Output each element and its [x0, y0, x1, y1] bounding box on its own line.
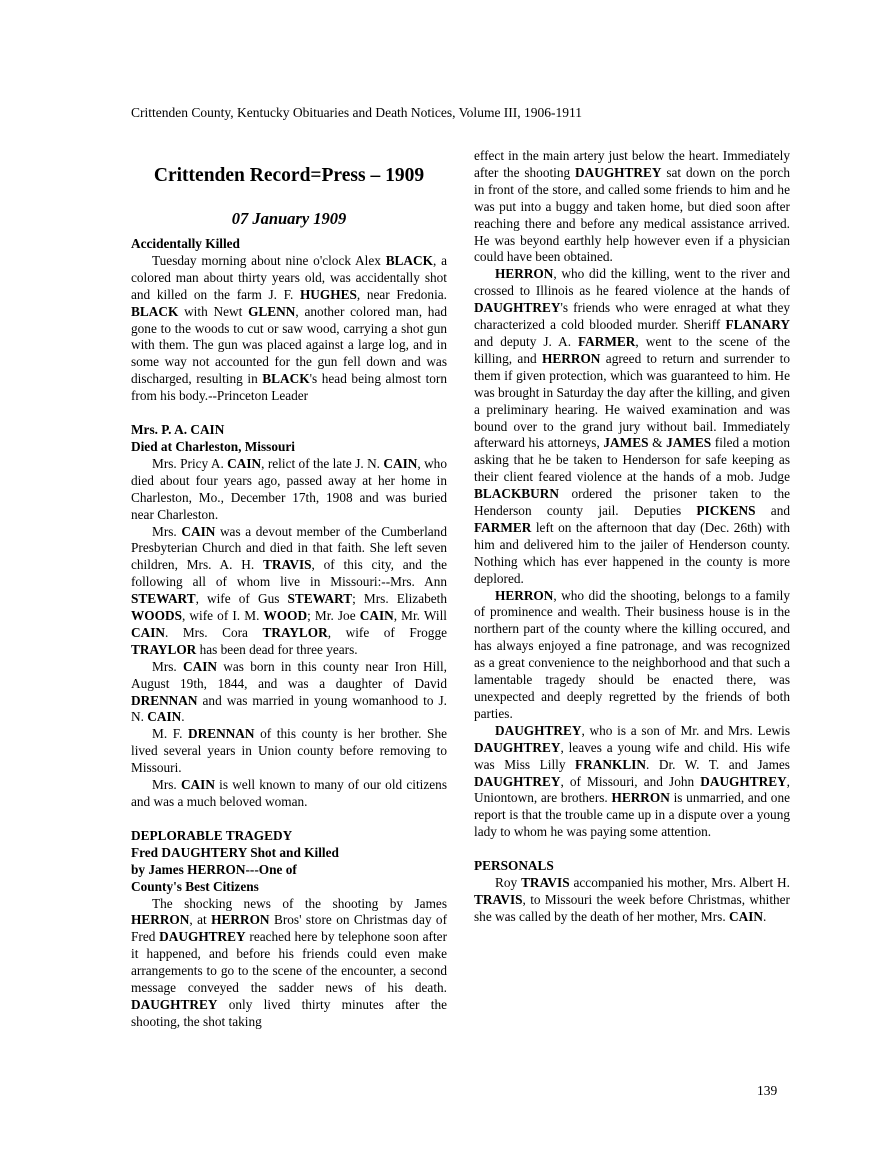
- article-subheading: by James HERRON---One of: [131, 861, 297, 877]
- article-subheading: Fred DAUGHTERY Shot and Killed: [131, 844, 339, 860]
- left-column: [131, 148, 447, 1031]
- article-accidentally-killed: [131, 236, 447, 405]
- article-subtitle: Died at Charleston, Missouri: [131, 438, 295, 454]
- date-heading: 07 January 1909: [231, 209, 347, 228]
- article-paragraph: The shocking news of the shooting by James HERRON, at HERRON Bros' store on Christmas day of Fred DAUGHTREY reached here by telephone soon after it happened, and before his friends could even make arrangements to go to the scene of the encounter, a second message conveyed the sadder news of his death. DAUGHTREY only lived thirty minutes after the shooting, the shot taking: [131, 895, 447, 1029]
- article-personals: [474, 858, 790, 926]
- article-paragraph: HERRON, who did the shooting, belongs to a family of prominence and wealth. Their business house is in the northern part of the county where the killing occured, and has always enjoyed a fine patronage, and was recognized as a great convenience to the neighborhood and that such a lamentable tragedy should be enacted there, was unexpected and deeply regretted by the friends of both parties.: [474, 587, 790, 721]
- article-title: Mrs. P. A. CAIN: [131, 422, 225, 438]
- article-title: PERSONALS: [474, 858, 554, 874]
- article-paragraph: Mrs. CAIN was born in this county near Iron Hill, August 19th, 1844, and was a daughter of David DRENNAN and was married in young womanhood to J. N. CAIN.: [131, 658, 448, 725]
- article-subheading: County's Best Citizens: [131, 878, 259, 894]
- article-deplorable-tragedy-continued: [474, 148, 790, 841]
- article-paragraph: DAUGHTREY, who is a son of Mr. and Mrs. Lewis DAUGHTREY, leaves a young wife and child. His wife was Miss Lilly FRANKLIN. Dr. W. T. and James DAUGHTREY, of Missouri, and John DAUGHTREY, Uniontown, are brothers. HERRON is unmarried, and one report is that the trouble came up in a dispute over a young lady to whom he was paying some attention.: [474, 722, 791, 840]
- article-cain-obituary: [131, 422, 447, 811]
- article-paragraph: Mrs. Pricy A. CAIN, relict of the late J. N. CAIN, who died about four years ago, passed away at her home in Charleston, Mo., December 17th, 1908 and was buried near Charleston.: [131, 455, 447, 522]
- publication-title: Crittenden Record=Press – 1909: [153, 165, 425, 186]
- article-paragraph: M. F. DRENNAN of this county is her brother. She lived several years in Union county before removing to Missouri.: [131, 726, 447, 776]
- article-paragraph: Tuesday morning about nine o'clock Alex BLACK, a colored man about thirty years old, was accidentally shot and killed on the farm J. F. HUGHES, near Fredonia. BLACK with Newt GLENN, another colored man, had gone to the woods to cut or saw wood, carrying a shot gun with them. The gun was placed against a large log, and in some way not accounted for the gun fell down and was discharged, resulting in BLACK's head being almost torn from his body.--Princeton Leader: [131, 252, 448, 404]
- article-paragraph: Mrs. CAIN was a devout member of the Cumberland Presbyterian Church and died in that faith. She left seven children, Mrs. A. H. TRAVIS, of this city, and the following all of whom live in Missouri:--Mrs. Ann STEWART, wife of Gus STEWART; Mrs. Elizabeth WOODS, wife of I. M. WOOD; Mr. Joe CAIN, Mr. Will CAIN. Mrs. Cora TRAYLOR, wife of Frogge TRAYLOR has been dead for three years.: [131, 523, 448, 657]
- article-title: DEPLORABLE TRAGEDY: [131, 827, 293, 843]
- running-header: Crittenden County, Kentucky Obituaries and Death Notices, Volume III, 1906-1911: [131, 105, 583, 120]
- right-column: [474, 148, 790, 926]
- article-deplorable-tragedy: [131, 828, 447, 1031]
- article-paragraph: Mrs. CAIN is well known to many of our old citizens and was a much beloved woman.: [131, 777, 447, 809]
- article-paragraph: Roy TRAVIS accompanied his mother, Mrs. Albert H. TRAVIS, to Missouri the week before Christmas, whither she was called by the death of her mother, Mrs. CAIN.: [474, 875, 790, 924]
- article-paragraph: HERRON, who did the killing, went to the river and crossed to Illinois as he feared violence at the hands of DAUGHTREY's friends who were enraged at what they characterized a cold blooded murder. Sheriff FLANARY and deputy J. A. FARMER, went to the scene of the killing, and HERRON agreed to return and surrender to them if given protection, which was guaranteed to him. He was brought in Saturday the day after the killing, and given a preliminary hearing. He waived examination and was bound over to the grand jury without bail. Immediately afterward his attorneys, JAMES & JAMES filed a motion asking that he be taken to Henderson for safe keeping as their client feared violence at the hands of a mob. Judge BLACKBURN ordered the prisoner taken to the Henderson county jail. Deputies PICKENS and FARMER left on the afternoon that day (Dec. 26th) with him and delivered him to the jailer of Henderson county. Nothing which has ever happened in the county is more deplored.: [474, 266, 790, 586]
- article-title: Accidentally Killed: [131, 236, 240, 251]
- page-number: 139: [757, 1083, 778, 1098]
- article-paragraph: effect in the main artery just below the heart. Immediately after the shooting DAUGHTREY sat down on the porch in front of the store, and called some friends to him and he was put into a buggy and taken home, but died soon after reaching there and before any medical assistance arrived. He was beyond earthly help however even if a physician could have been obtained.: [474, 148, 790, 265]
